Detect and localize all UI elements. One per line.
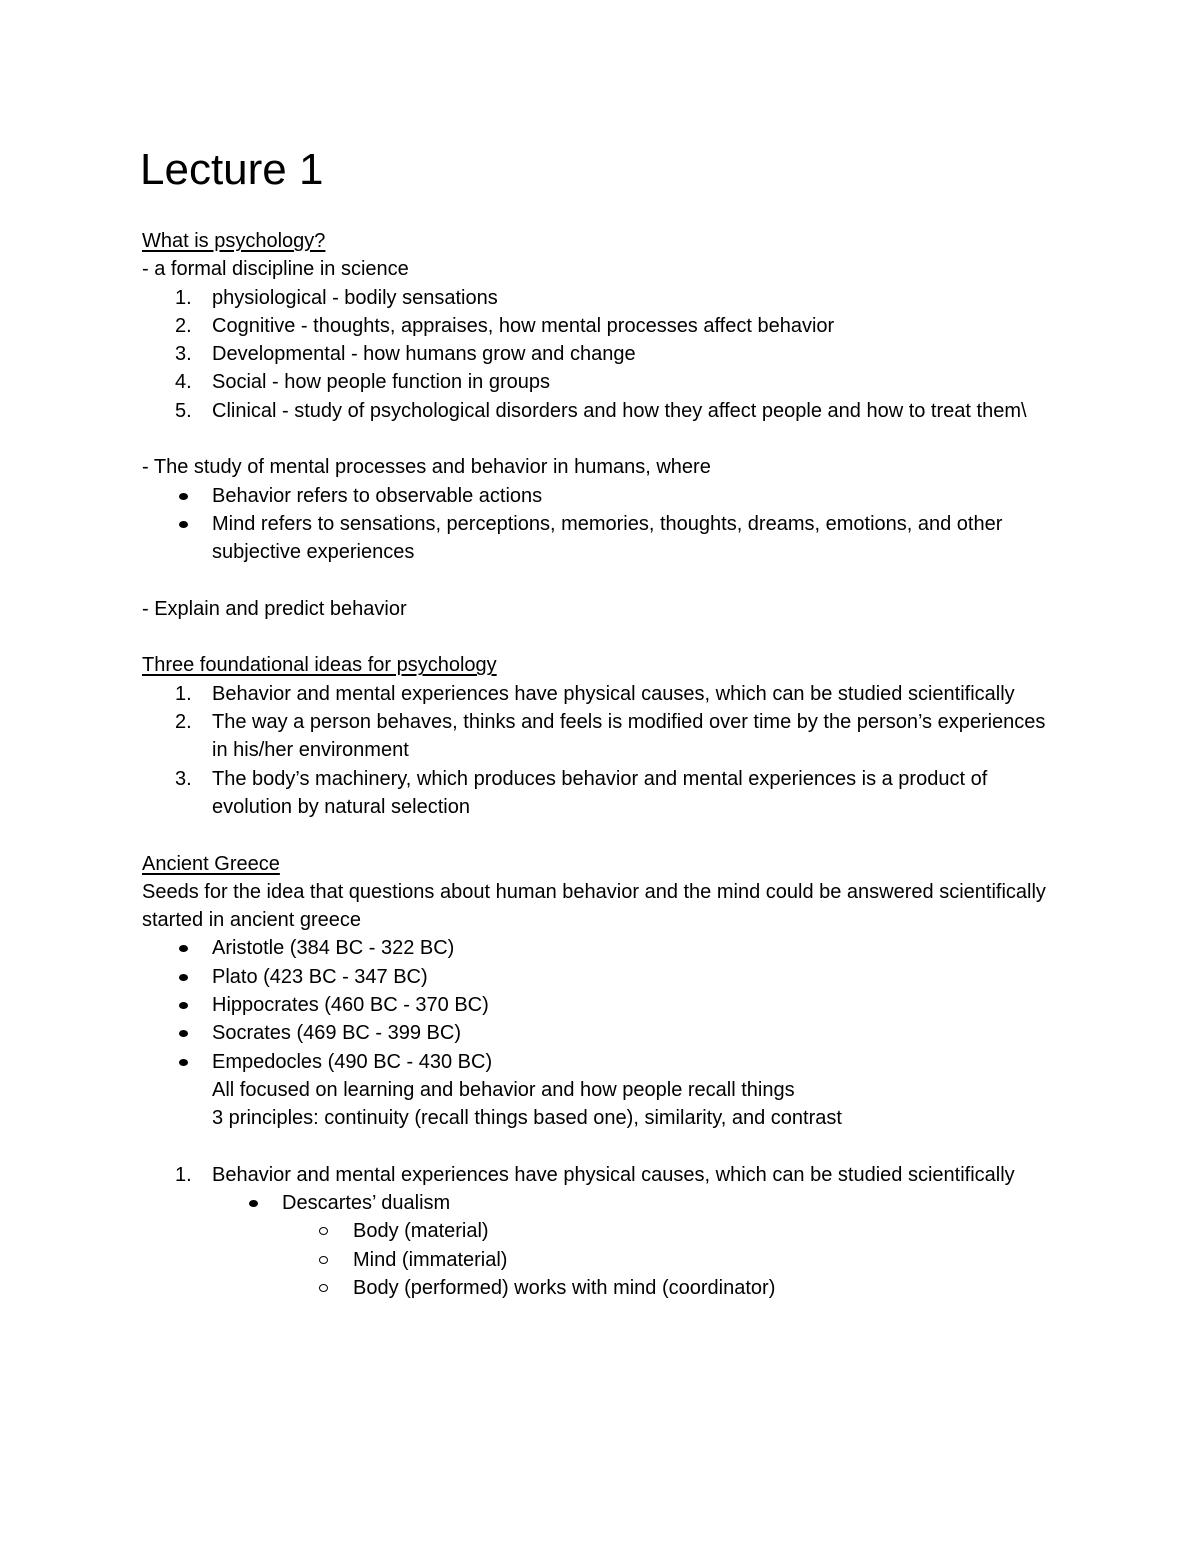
list-item-text: Social - how people function in groups (212, 371, 550, 394)
bullet-icon (179, 521, 188, 528)
spacer (142, 567, 1062, 595)
list-number: 5. (175, 399, 192, 422)
note-line: All focused on learning and behavior and how people recall things (212, 1078, 795, 1101)
bullet-icon (179, 493, 188, 500)
list-number: 2. (175, 314, 192, 337)
list-item (142, 312, 1062, 340)
sub-bullet-text: Body (performed) works with mind (coordinator) (353, 1276, 776, 1299)
document-page (142, 140, 1062, 1302)
list-number: 3. (175, 767, 192, 790)
list-item-text: The body’s machinery, which produces behavior and mental experiences is a product of evolution by natural selection (212, 767, 988, 818)
list-number: 3. (175, 343, 192, 366)
bullet-text: Aristotle (384 BC - 322 BC) (212, 937, 455, 960)
list-number: 4. (175, 371, 192, 394)
list-item-text: Clinical - study of psychological disorders and how they affect people and how to treat them\ (212, 399, 1027, 422)
list-item-text: Cognitive - thoughts, appraises, how mental processes affect behavior (212, 314, 835, 337)
spacer (142, 1133, 1062, 1161)
bullet-item (142, 1189, 1062, 1217)
bullet-item (142, 482, 1062, 510)
circle-bullet-icon (319, 1256, 328, 1264)
paragraph: - The study of mental processes and behavior in humans, where (142, 456, 711, 479)
bullet-text: Socrates (469 BC - 399 BC) (212, 1022, 461, 1045)
bullet-item (142, 934, 1062, 962)
spacer (142, 821, 1062, 849)
list-item (142, 397, 1062, 425)
bullet-item (142, 991, 1062, 1019)
bullet-text: Mind refers to sensations, perceptions, memories, thoughts, dreams, emotions, and other subjective experiences (212, 512, 1003, 564)
bullet-text: Plato (423 BC - 347 BC) (212, 965, 428, 988)
bullet-text: Empedocles (490 BC - 430 BC) (212, 1050, 493, 1073)
section-heading-ancient-greece: Ancient Greece (142, 852, 280, 875)
sub-bullet-item (142, 1274, 1062, 1302)
list-number: 1. (175, 682, 192, 705)
circle-bullet-icon (319, 1284, 328, 1292)
bullet-icon (249, 1200, 258, 1207)
list-number: 2. (175, 711, 192, 734)
list-item (142, 708, 1062, 765)
spacer (142, 623, 1062, 651)
list-item-text: Behavior and mental experiences have physical causes, which can be studied scientifically (212, 1163, 1015, 1186)
bullet-icon (179, 1030, 188, 1037)
bullet-icon (179, 945, 188, 952)
list-item-text: The way a person behaves, thinks and feels is modified over time by the person’s experiences in his/her environment (212, 711, 1046, 762)
list-item (142, 765, 1062, 822)
intro-line: - a formal discipline in science (142, 258, 409, 281)
sub-bullet-text: Mind (immaterial) (353, 1248, 508, 1271)
list-item (142, 284, 1062, 312)
list-item-text: Behavior and mental experiences have physical causes, which can be studied scientifically (212, 682, 1015, 705)
bullet-item (142, 1048, 1062, 1076)
list-item-text: physiological - bodily sensations (212, 286, 498, 309)
list-number: 1. (175, 1163, 192, 1186)
sub-bullet-item (142, 1246, 1062, 1274)
bullet-text: Descartes’ dualism (282, 1192, 451, 1215)
bullet-item (142, 1019, 1062, 1047)
sub-bullet-text: Body (material) (353, 1220, 489, 1243)
list-item (142, 340, 1062, 368)
sub-bullet-item (142, 1217, 1062, 1245)
circle-bullet-icon (319, 1227, 328, 1235)
bullet-text: Behavior refers to observable actions (212, 484, 543, 507)
bullet-icon (179, 1002, 188, 1009)
section-heading-psychology: What is psychology? (142, 230, 326, 252)
bullet-item (142, 510, 1062, 567)
list-item (142, 368, 1062, 396)
page-title: Lecture 1 (140, 145, 324, 194)
section-heading-foundational-ideas: Three foundational ideas for psychology (142, 654, 497, 677)
list-item-text: Developmental - how humans grow and change (212, 343, 636, 366)
bullet-text: Hippocrates (460 BC - 370 BC) (212, 994, 489, 1017)
list-item (142, 1161, 1062, 1189)
bullet-icon (179, 1059, 188, 1066)
bullet-item (142, 963, 1062, 991)
paragraph: - Explain and predict behavior (142, 597, 407, 620)
paragraph: Seeds for the idea that questions about human behavior and the mind could be answered scientifically started in ancient greece (142, 880, 1046, 932)
note-line: 3 principles: continuity (recall things based one), similarity, and contrast (212, 1107, 842, 1130)
bullet-icon (179, 974, 188, 981)
list-item (142, 680, 1062, 708)
list-number: 1. (175, 286, 192, 309)
spacer (142, 425, 1062, 453)
